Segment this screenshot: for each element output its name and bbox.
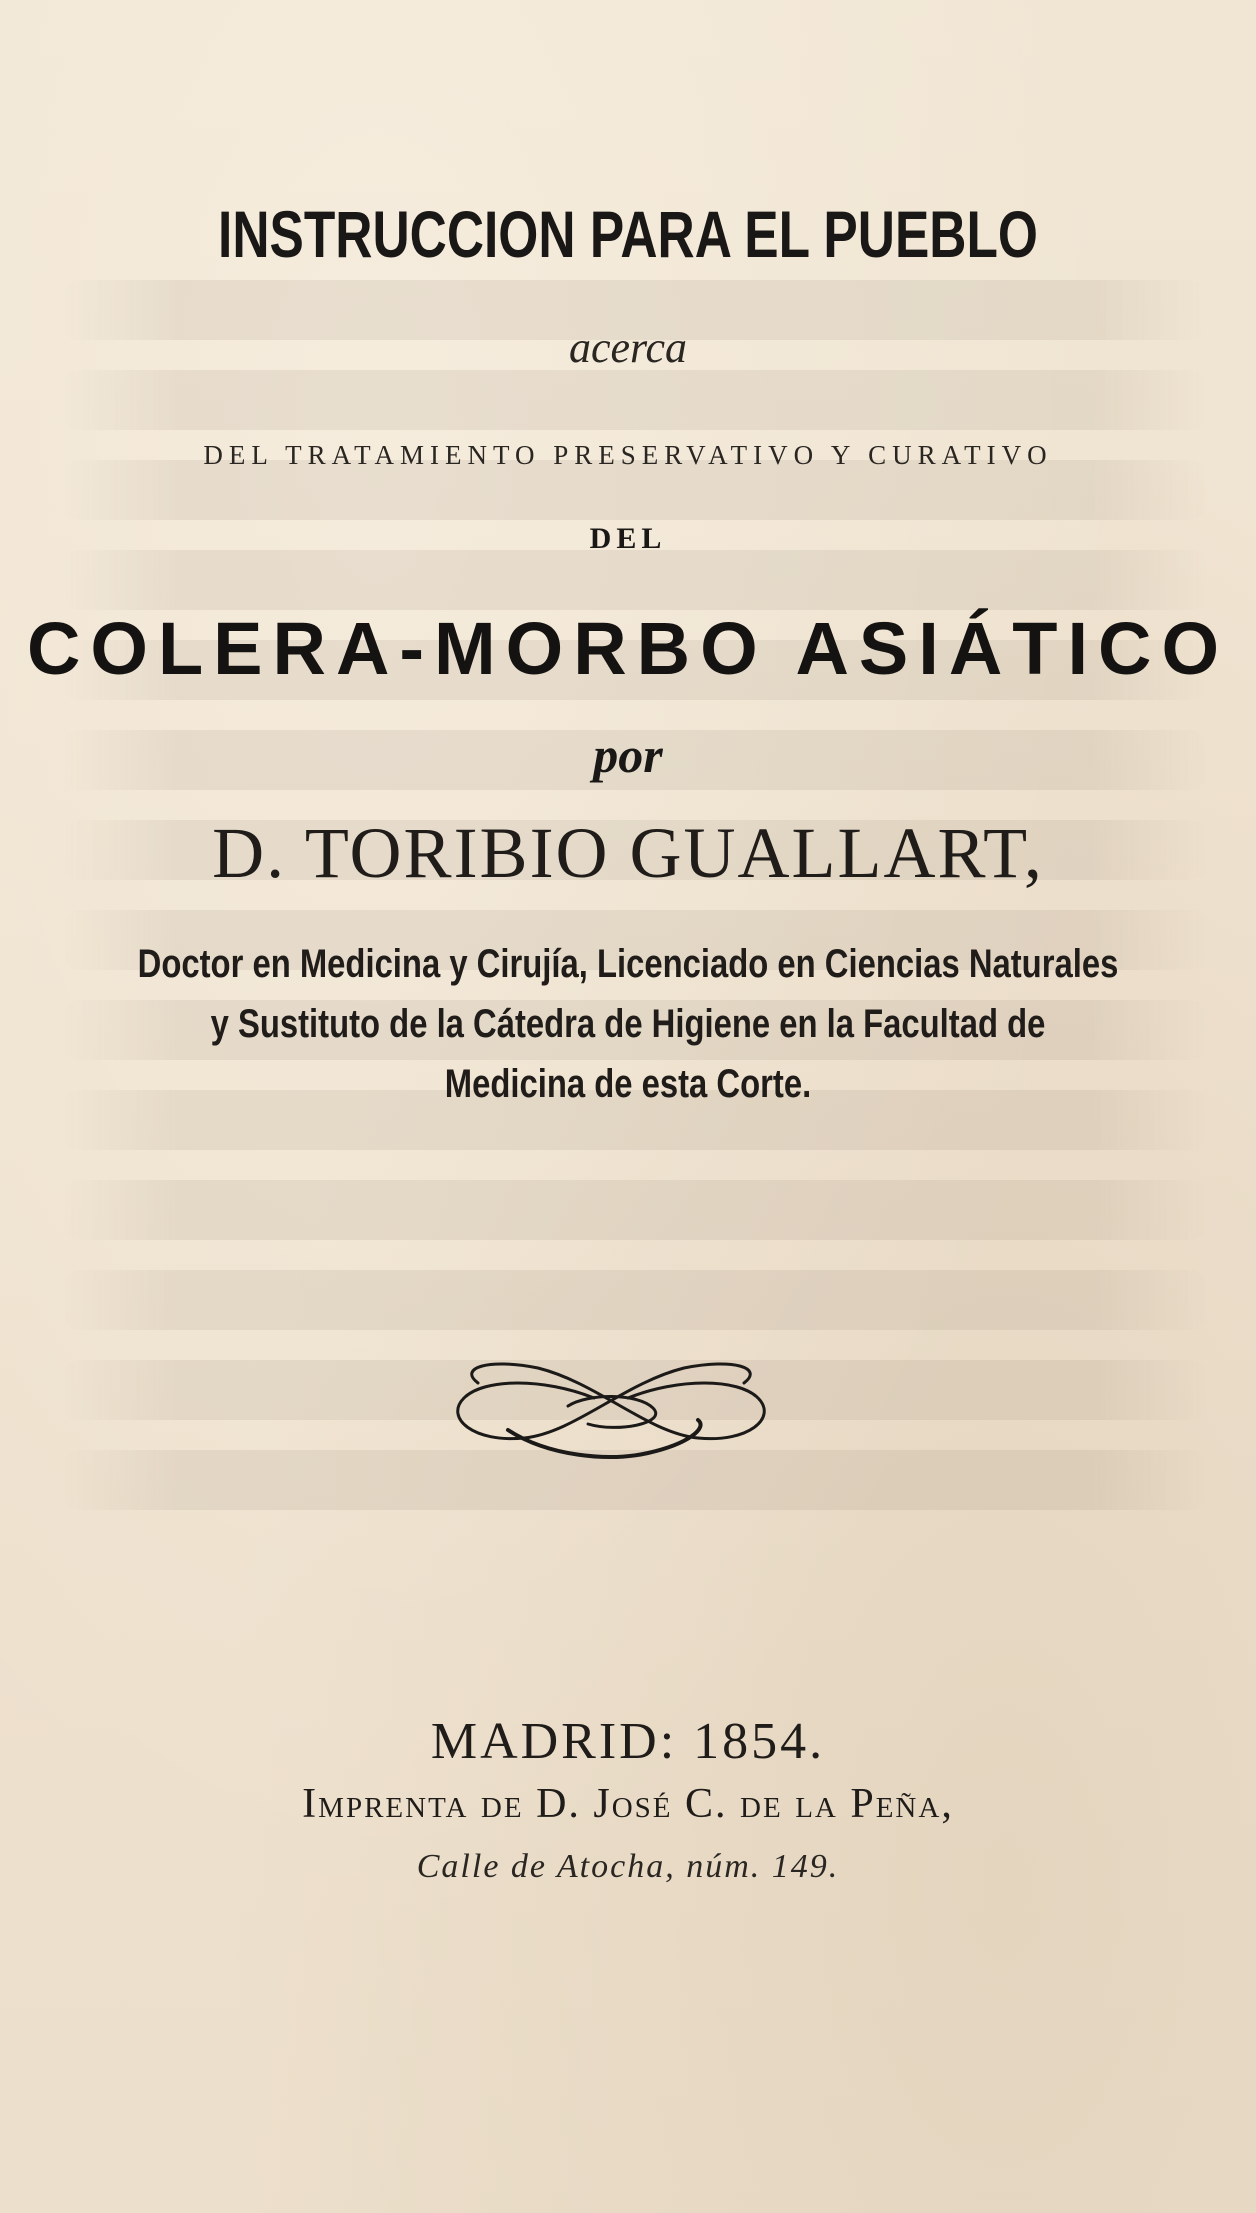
credentials-line-3: Medicina de esta Corte.: [444, 1062, 812, 1106]
author-credentials: [113, 934, 1143, 1114]
del-text: DEL: [589, 522, 667, 555]
printer-address: Calle de Atocha, núm. 149.: [416, 1848, 840, 1885]
credentials-line-1: Doctor en Medicina y Cirujía, Licenciado en Ciencias Naturales: [137, 942, 1119, 986]
credentials-line-2: y Sustituto de la Cátedra de Higiene en la Facultad de: [210, 1002, 1046, 1046]
author-name: D. TORIBIO GUALLART,: [212, 813, 1044, 893]
ornament-flourish-icon: [448, 1338, 774, 1464]
place-and-year: MADRID: 1854.: [430, 1713, 826, 1770]
acerca-text: acerca: [568, 323, 688, 372]
document-title: INSTRUCCION PARA EL PUEBLO: [218, 197, 1038, 271]
subject-heading: COLERA-MORBO ASIÁTICO: [26, 607, 1230, 690]
printer-imprint: Imprenta de D. José C. de la Peña,: [302, 1781, 954, 1827]
treatment-line: DEL TRATAMIENTO PRESERVATIVO Y CURATIVO: [203, 440, 1053, 470]
por-text: por: [593, 727, 663, 783]
